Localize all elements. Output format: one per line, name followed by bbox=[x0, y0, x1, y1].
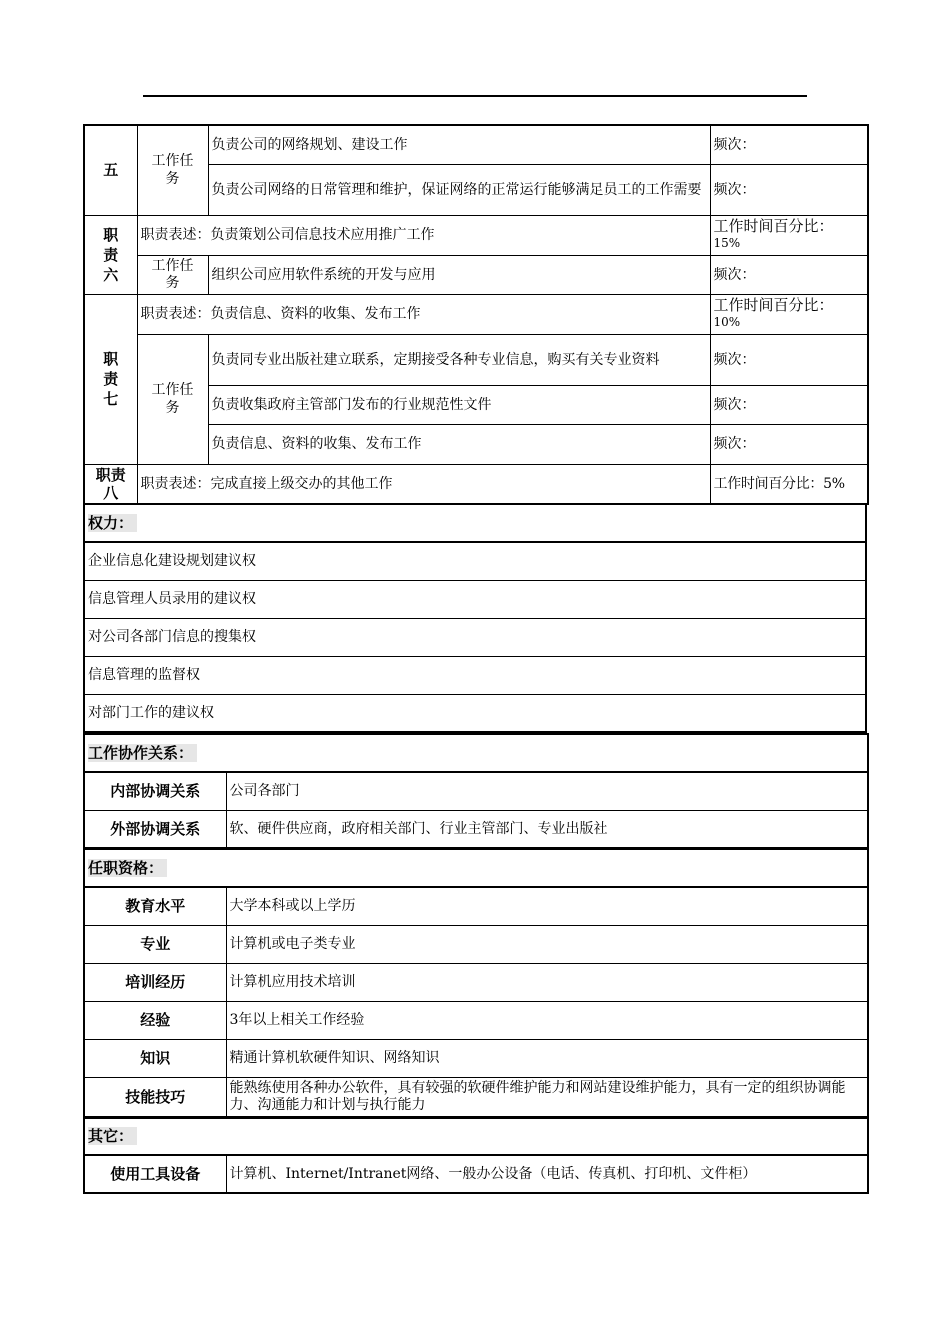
external-relation-label: 外部协调关系 bbox=[84, 810, 226, 848]
duty-seven-percent-value: 10% bbox=[713, 315, 741, 329]
duty-six-statement: 职责表述：负责策划公司信息技术应用推广工作 bbox=[137, 215, 710, 255]
duty-seven-statement: 职责表述：负责信息、资料的收集、发布工作 bbox=[137, 294, 710, 334]
duty-five-freq-1: 频次： bbox=[710, 125, 868, 164]
duty-seven-label: 职责七 bbox=[84, 294, 137, 464]
collaboration-title: 工作协作关系： bbox=[88, 744, 197, 762]
duty-five-number: 五 bbox=[84, 125, 137, 215]
duty-seven-task-2: 负责收集政府主管部门发布的行业规范性文件 bbox=[208, 385, 710, 424]
education-label: 教育水平 bbox=[84, 887, 226, 925]
training-value: 计算机应用技术培训 bbox=[226, 963, 868, 1001]
tools-label: 使用工具设备 bbox=[84, 1155, 226, 1193]
duty-six-task-1: 组织公司应用软件系统的开发与应用 bbox=[208, 255, 710, 294]
duty-six-percent bbox=[710, 215, 868, 255]
duty-eight-label: 职责八 bbox=[84, 464, 137, 504]
duty-five-task-1: 负责公司的网络规划、建设工作 bbox=[208, 125, 710, 164]
tools-value: 计算机、Internet/Intranet网络、一般办公设备（电话、传真机、打印机、文件柜） bbox=[226, 1155, 868, 1193]
skills-value: 能熟练使用各种办公软件，具有较强的软硬件维护能力和网站建设维护能力，具有一定的组织协调能力、沟通能力和计划与执行能力 bbox=[226, 1077, 868, 1117]
collaboration-table bbox=[83, 733, 869, 849]
external-relation-value: 软、硬件供应商，政府相关部门、行业主管部门、专业出版社 bbox=[226, 810, 868, 848]
duty-six-percent-value: 15% bbox=[713, 236, 741, 250]
header-rule bbox=[143, 95, 807, 97]
duty-seven-task-3: 负责信息、资料的收集、发布工作 bbox=[208, 424, 710, 464]
duty-five-task-2: 负责公司网络的日常管理和维护，保证网络的正常运行能够满足员工的工作需要 bbox=[208, 164, 710, 215]
duty-five-freq-2: 频次： bbox=[710, 164, 868, 215]
authority-item: 信息管理人员录用的建议权 bbox=[84, 580, 866, 618]
other-table bbox=[83, 1117, 869, 1194]
internal-relation-label: 内部协调关系 bbox=[84, 772, 226, 810]
authority-item: 信息管理的监督权 bbox=[84, 656, 866, 694]
duty-seven-freq-1: 频次： bbox=[710, 334, 868, 385]
duty-six-freq-1: 频次： bbox=[710, 255, 868, 294]
major-label: 专业 bbox=[84, 925, 226, 963]
duty-seven-percent-label: 工作时间百分比： bbox=[713, 296, 834, 314]
knowledge-label: 知识 bbox=[84, 1039, 226, 1077]
internal-relation-value: 公司各部门 bbox=[226, 772, 868, 810]
authority-item: 企业信息化建设规划建议权 bbox=[84, 542, 866, 580]
authority-item: 对公司各部门信息的搜集权 bbox=[84, 618, 866, 656]
duty-five-task-label: 工作任务 bbox=[137, 125, 208, 215]
duty-eight-statement: 职责表述：完成直接上级交办的其他工作 bbox=[137, 464, 710, 504]
duty-six-label: 职责六 bbox=[84, 215, 137, 294]
training-label: 培训经历 bbox=[84, 963, 226, 1001]
duty-eight-percent: 工作时间百分比：5% bbox=[710, 464, 868, 504]
authority-item: 对部门工作的建议权 bbox=[84, 694, 866, 732]
knowledge-value: 精通计算机软硬件知识、网络知识 bbox=[226, 1039, 868, 1077]
duty-seven-percent bbox=[710, 294, 868, 334]
other-title: 其它： bbox=[88, 1127, 137, 1145]
duty-six-task-label: 工作任务 bbox=[137, 255, 208, 294]
skills-label: 技能技巧 bbox=[84, 1077, 226, 1117]
experience-label: 经验 bbox=[84, 1001, 226, 1039]
education-value: 大学本科或以上学历 bbox=[226, 887, 868, 925]
duty-seven-freq-3: 频次： bbox=[710, 424, 868, 464]
experience-value: 3年以上相关工作经验 bbox=[226, 1001, 868, 1039]
duty-seven-task-label: 工作任务 bbox=[137, 334, 208, 464]
duty-seven-task-1: 负责同专业出版社建立联系，定期接受各种专业信息，购买有关专业资料 bbox=[208, 334, 710, 385]
duties-table bbox=[83, 124, 869, 505]
qualification-title: 任职资格： bbox=[88, 859, 167, 877]
major-value: 计算机或电子类专业 bbox=[226, 925, 868, 963]
qualification-table bbox=[83, 848, 869, 1118]
authority-title: 权力： bbox=[88, 514, 137, 532]
duty-six-percent-label: 工作时间百分比： bbox=[713, 217, 834, 235]
authority-table bbox=[83, 503, 867, 733]
duty-seven-freq-2: 频次： bbox=[710, 385, 868, 424]
